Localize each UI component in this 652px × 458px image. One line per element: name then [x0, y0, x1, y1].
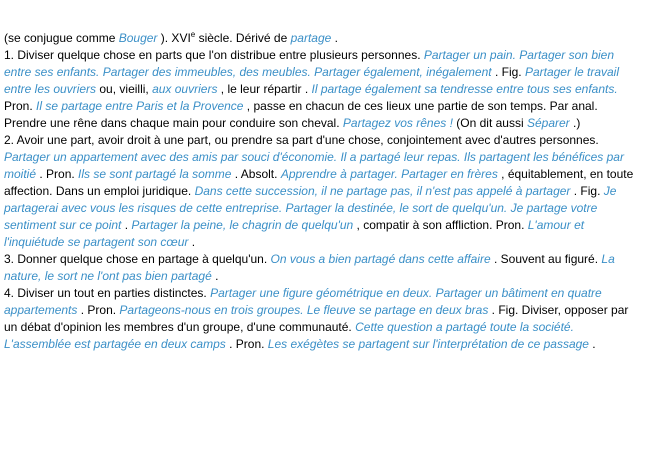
definition-text: . Pron. — [225, 337, 268, 351]
example-link[interactable]: aux ouvriers — [152, 82, 218, 96]
example-link[interactable]: appartements — [4, 303, 78, 317]
definition-text: (se conjugue comme — [4, 31, 119, 45]
definition-text: . — [211, 269, 219, 283]
example-link[interactable]: Partager un appartement avec des amis par souci d'économie. Il a partagé leur repas. Ils partagent les bénéfices par — [4, 150, 624, 164]
definition-text: ). XVI — [157, 31, 191, 45]
example-link[interactable]: partage — [290, 31, 332, 45]
definition-text: , le leur répartir . — [217, 82, 312, 96]
example-link[interactable]: On vous a bien partagé dans cette affaire — [270, 252, 491, 266]
entry-line — [4, 251, 648, 268]
definition-text: , compatir à son affliction. Pron. — [353, 218, 528, 232]
entry-line — [4, 81, 648, 98]
entry-line — [4, 217, 648, 234]
definition-text: (On dit aussi — [452, 116, 527, 130]
century-superscript: e — [190, 30, 196, 39]
entry-line — [4, 302, 648, 319]
entry-line — [4, 183, 648, 200]
example-link[interactable]: Je — [603, 184, 617, 198]
definition-text: . Pron. — [77, 303, 120, 317]
definition-text: .) — [569, 116, 581, 130]
entry-line — [4, 132, 648, 149]
example-link[interactable]: Bouger — [118, 31, 158, 45]
definition-text: 3. Donner quelque chose en partage à quelqu'un. — [4, 252, 271, 266]
example-link[interactable]: L'amour et — [527, 218, 585, 232]
example-link[interactable]: l'inquiétude se partagent son cœur — [4, 235, 189, 249]
entry-line — [4, 98, 648, 115]
entry-line — [4, 115, 648, 132]
definition-text: . Pron. — [36, 167, 79, 181]
definition-text: . — [331, 31, 338, 45]
entry-line — [4, 200, 648, 217]
example-link[interactable]: Il partage également sa tendresse entre tous ses enfants. — [311, 82, 618, 96]
entry-line — [4, 285, 648, 302]
example-link[interactable]: entre ses enfants. Partager des immeubles, des meubles. Partager également, inégalement — [4, 65, 492, 79]
example-link[interactable]: Cette question a partagé toute la société. — [355, 320, 574, 334]
definition-text: . — [588, 337, 596, 351]
example-link[interactable]: Il se partage entre Paris et la Provence — [36, 99, 244, 113]
definition-text: 4. Diviser un tout en parties distinctes. — [4, 286, 211, 300]
example-link[interactable]: sentiment sur ce point — [4, 218, 122, 232]
example-link[interactable]: partagerai avec vous les risques de cette entreprise. Partager la destinée, le sort de quelqu'un. Je partage votre — [4, 201, 598, 215]
definition-text: un débat d'opinion les membres d'un groupe, d'une communauté. — [4, 320, 356, 334]
definition-text: . Fig. Diviser, opposer par — [488, 303, 629, 317]
example-link[interactable]: Partager le travail — [524, 65, 619, 79]
example-link[interactable]: entre les ouvriers — [4, 82, 97, 96]
entry-line — [4, 234, 648, 251]
dictionary-entry — [0, 30, 652, 353]
example-link[interactable]: nature, le sort ne l'ont pas bien partagé — [4, 269, 212, 283]
example-link[interactable]: Ils se sont partagé la somme — [78, 167, 232, 181]
example-link[interactable]: moitié — [4, 167, 37, 181]
definition-text: . — [188, 235, 196, 249]
example-link[interactable]: La — [601, 252, 615, 266]
entry-line — [4, 268, 648, 285]
example-link[interactable]: Partager un pain. Partager son bien — [423, 48, 614, 62]
example-link[interactable]: Partager la peine, le chagrin de quelqu'un — [131, 218, 354, 232]
definition-text: . Souvent au figuré. — [490, 252, 602, 266]
definition-text: . — [121, 218, 132, 232]
example-link[interactable]: Partager une figure géométrique en deux. Partager un bâtiment en quatre — [210, 286, 602, 300]
example-link[interactable]: Partagez vos rênes ! — [342, 116, 453, 130]
example-link[interactable]: Partageons-nous en trois groupes. Le fleuve se partage en deux bras — [119, 303, 489, 317]
entry-line — [4, 166, 648, 183]
definition-text: 1. Diviser quelque chose en parts que l'on distribue entre plusieurs personnes. — [4, 48, 424, 62]
entry-line — [4, 64, 648, 81]
definition-text: . Fig. — [491, 65, 525, 79]
definition-text: siècle. Dérivé de — [195, 31, 291, 45]
definition-text: , équitablement, en toute — [497, 167, 634, 181]
example-link[interactable]: L'assemblée est partagée en deux camps — [4, 337, 226, 351]
example-link[interactable]: Apprendre à partager. Partager en frères — [280, 167, 498, 181]
definition-text: , passe en chacun de ces lieux une partie de son temps. Par anal. — [243, 99, 598, 113]
entry-line — [4, 30, 648, 47]
entry-line — [4, 47, 648, 64]
definition-text: 2. Avoir une part, avoir droit à une part, ou prendre sa part d'une chose, conjointement avec d'autres personnes. — [4, 133, 599, 147]
definition-text: . Fig. — [570, 184, 604, 198]
entry-line — [4, 319, 648, 336]
entry-line — [4, 336, 648, 353]
example-link[interactable]: Séparer — [526, 116, 570, 130]
definition-text: affection. Dans un emploi juridique. — [4, 184, 195, 198]
example-link[interactable]: Les exégètes se partagent sur l'interprétation de ce passage — [267, 337, 589, 351]
definition-text: Pron. — [4, 99, 37, 113]
definition-text: . Absolt. — [231, 167, 281, 181]
example-link[interactable]: Dans cette succession, il ne partage pas, il n'est pas appelé à partager — [194, 184, 571, 198]
definition-text: Prendre une rêne dans chaque main pour conduire son cheval. — [4, 116, 343, 130]
entry-line — [4, 149, 648, 166]
definition-text: ou, vieilli, — [96, 82, 153, 96]
